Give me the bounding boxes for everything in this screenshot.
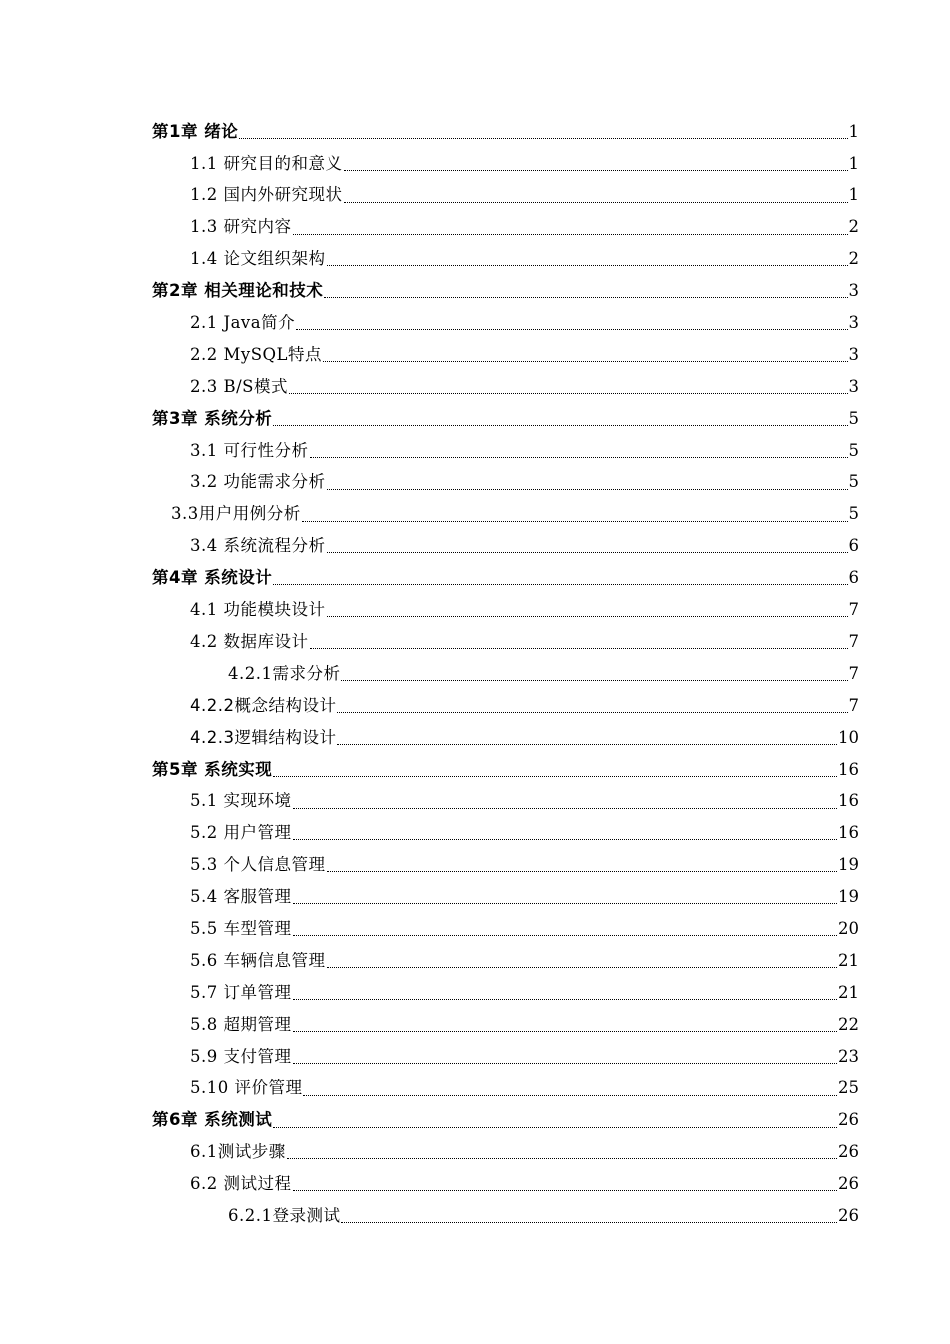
toc-entry-page: 6 [848,536,859,556]
toc-entry-section[interactable] [0,244,950,276]
toc-entry-title: 5.8 超期管理 [190,1014,292,1034]
toc-entry-page: 5 [848,408,859,428]
toc-entry-page: 19 [838,887,859,907]
toc-entry-page: 23 [838,1046,859,1066]
toc-entry-title: 第5章 系统实现 [152,759,273,779]
toc-entry-page: 25 [838,1078,859,1098]
toc-entry-title: 4.1 功能模块设计 [190,600,326,620]
toc-entry-title: 5.5 车型管理 [190,918,292,938]
toc-entry-title: 4.2.2概念结构设计 [190,695,337,715]
toc-dot-leader [344,202,848,203]
toc-entry-section[interactable] [0,1009,950,1041]
toc-entry-title: 5.10 评价管理 [190,1078,303,1098]
toc-entry-page: 16 [838,759,859,779]
toc-entry-title: 第6章 系统测试 [152,1110,273,1130]
toc-entry-chapter-6[interactable] [0,1105,950,1137]
table-of-contents [0,116,950,1232]
toc-entry-section[interactable] [0,499,950,531]
toc-entry-subsection[interactable] [0,722,950,754]
toc-entry-page: 2 [848,217,859,237]
toc-entry-page: 5 [848,440,859,460]
toc-dot-leader [344,170,848,171]
toc-entry-title: 3.3用户用例分析 [171,504,301,524]
toc-dot-leader [273,1127,837,1128]
toc-dot-leader [303,1095,837,1096]
toc-entry-title: 3.4 系统流程分析 [190,536,326,556]
toc-dot-leader [341,680,847,681]
toc-entry-title: 1.3 研究内容 [190,217,292,237]
toc-entry-title: 2.1 Java简介 [190,313,296,333]
toc-dot-leader [273,584,847,585]
toc-entry-chapter-1[interactable] [0,116,950,148]
toc-entry-section[interactable] [0,371,950,403]
toc-entry-title: 1.4 论文组织架构 [190,249,326,269]
toc-entry-title: 1.1 研究目的和意义 [190,153,343,173]
toc-entry-section[interactable] [0,881,950,913]
toc-entry-section[interactable] [0,435,950,467]
toc-entry-section[interactable] [0,531,950,563]
toc-entry-chapter-3[interactable] [0,403,950,435]
toc-dot-leader [302,521,848,522]
toc-dot-leader [310,457,848,458]
toc-entry-page: 22 [838,1014,859,1034]
toc-entry-section[interactable] [0,945,950,977]
toc-entry-section[interactable] [0,339,950,371]
toc-entry-title: 2.2 MySQL特点 [190,344,322,364]
toc-entry-title: 5.4 客服管理 [190,887,292,907]
toc-entry-page: 1 [848,153,859,173]
toc-entry-title: 第4章 系统设计 [152,568,273,588]
toc-entry-title: 3.1 可行性分析 [190,440,309,460]
toc-entry-page: 3 [848,344,859,364]
toc-dot-leader [327,489,848,490]
toc-entry-page: 3 [848,313,859,333]
toc-entry-page: 16 [838,823,859,843]
toc-dot-leader [293,234,848,235]
toc-entry-title: 6.1测试步骤 [190,1142,286,1162]
toc-entry-section[interactable] [0,307,950,339]
toc-entry-title: 第3章 系统分析 [152,408,273,428]
toc-entry-page: 7 [848,695,859,715]
toc-dot-leader [293,808,838,809]
toc-entry-title: 第2章 相关理论和技术 [152,281,324,301]
toc-entry-title: 5.3 个人信息管理 [190,855,326,875]
toc-entry-chapter-5[interactable] [0,754,950,786]
toc-dot-leader [293,999,838,1000]
toc-entry-title: 第1章 绪论 [152,121,239,141]
toc-entry-title: 6.2 测试过程 [190,1174,292,1194]
toc-dot-leader [287,1158,837,1159]
toc-entry-title: 5.9 支付管理 [190,1046,292,1066]
toc-dot-leader [293,1031,838,1032]
toc-entry-page: 20 [838,918,859,938]
toc-entry-page: 26 [838,1205,859,1225]
toc-entry-page: 26 [838,1174,859,1194]
toc-entry-chapter-4[interactable] [0,562,950,594]
toc-entry-section[interactable] [0,1137,950,1169]
toc-dot-leader [341,1222,837,1223]
toc-entry-section[interactable] [0,212,950,244]
toc-entry-title: 5.2 用户管理 [190,823,292,843]
toc-entry-title: 5.7 订单管理 [190,982,292,1002]
toc-entry-section[interactable] [0,849,950,881]
toc-dot-leader [273,425,847,426]
toc-entry-page: 7 [848,631,859,651]
toc-entry-section[interactable] [0,1041,950,1073]
toc-entry-title: 1.2 国内外研究现状 [190,185,343,205]
toc-dot-leader [239,138,847,139]
toc-entry-title: 4.2 数据库设计 [190,631,309,651]
toc-entry-section[interactable] [0,1073,950,1105]
toc-entry-page: 5 [848,472,859,492]
toc-entry-chapter-2[interactable] [0,275,950,307]
toc-entry-page: 26 [838,1110,859,1130]
toc-dot-leader [293,1190,838,1191]
toc-entry-page: 3 [848,281,859,301]
toc-entry-section[interactable] [0,467,950,499]
toc-entry-section[interactable] [0,977,950,1009]
toc-entry-page: 21 [838,950,859,970]
toc-entry-page: 7 [848,663,859,683]
toc-entry-page: 3 [848,376,859,396]
toc-dot-leader [323,361,848,362]
toc-entry-title: 5.1 实现环境 [190,791,292,811]
toc-entry-title: 4.2.3逻辑结构设计 [190,727,337,747]
toc-entry-section[interactable] [0,626,950,658]
toc-dot-leader [310,648,848,649]
toc-entry-title: 2.3 B/S模式 [190,376,288,396]
toc-entry-page: 2 [848,249,859,269]
toc-entry-page: 19 [838,855,859,875]
toc-entry-section[interactable] [0,913,950,945]
toc-entry-subsection[interactable] [0,658,950,690]
toc-entry-title: 5.6 车辆信息管理 [190,950,326,970]
toc-entry-page: 1 [848,185,859,205]
toc-entry-title: 6.2.1登录测试 [228,1205,341,1225]
toc-dot-leader [289,393,848,394]
toc-dot-leader [273,776,837,777]
toc-entry-page: 5 [848,504,859,524]
toc-entry-section[interactable] [0,818,950,850]
toc-dot-leader [327,871,838,872]
toc-dot-leader [327,967,838,968]
toc-entry-page: 10 [838,727,859,747]
toc-entry-page: 16 [838,791,859,811]
toc-entry-page: 21 [838,982,859,1002]
toc-dot-leader [327,552,848,553]
toc-entry-subsection[interactable] [0,690,950,722]
toc-entry-section[interactable] [0,786,950,818]
toc-entry-section[interactable] [0,180,950,212]
toc-dot-leader [293,1063,838,1064]
toc-entry-section[interactable] [0,148,950,180]
toc-entry-subsection[interactable] [0,1200,950,1232]
toc-entry-section[interactable] [0,1168,950,1200]
toc-dot-leader [327,265,848,266]
toc-dot-leader [293,903,838,904]
toc-entry-page: 26 [838,1142,859,1162]
toc-dot-leader [296,329,847,330]
toc-dot-leader [337,744,837,745]
toc-dot-leader [327,616,848,617]
toc-entry-page: 6 [848,568,859,588]
toc-entry-title: 3.2 功能需求分析 [190,472,326,492]
toc-entry-page: 1 [848,121,859,141]
toc-entry-section[interactable] [0,594,950,626]
toc-dot-leader [337,712,847,713]
toc-dot-leader [324,297,847,298]
toc-dot-leader [293,935,838,936]
toc-entry-title: 4.2.1需求分析 [228,663,341,683]
toc-entry-page: 7 [848,600,859,620]
toc-dot-leader [293,839,838,840]
